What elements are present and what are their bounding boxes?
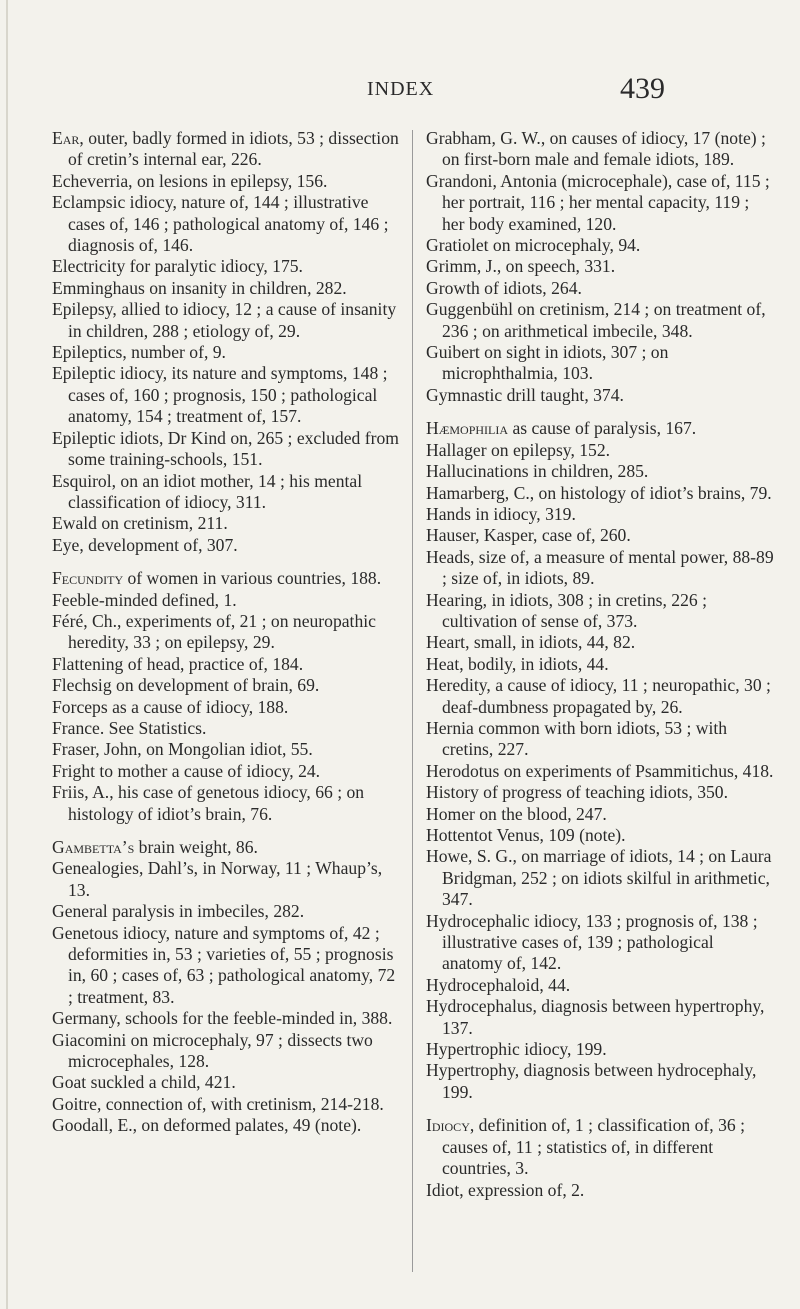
index-entry-text: Féré, Ch., experiments of, 21 ; on neuropathic heredity, 33 ; on epilepsy, 29. — [52, 610, 376, 653]
index-entry-text: of women in various countries, 188. — [123, 568, 382, 589]
index-entry-text: Hypertrophy, diagnosis between hydrocephaly, 199. — [426, 1060, 757, 1102]
index-entry — [426, 440, 774, 461]
index-entry — [426, 235, 774, 256]
index-entry — [426, 1115, 774, 1179]
index-entry-text: outer, badly formed in idiots, 53 ; dissection of cretin’s internal ear, 226. — [68, 128, 399, 170]
index-entry-text: Grandoni, Antonia (microcephale), case of, 115 ; her portrait, 116 ; her mental capacity, 119 ; her body examined, 120. — [426, 170, 770, 234]
index-entry-text: Flattening of head, practice of, 184. — [52, 653, 304, 674]
index-entry-text: Epilepsy, allied to idiocy, 12 ; a cause of insanity in children, 288 ; etiology of, 29. — [52, 299, 397, 341]
index-entry-text: brain weight, 86. — [134, 837, 258, 857]
index-entry — [52, 299, 400, 342]
index-entry — [426, 718, 774, 761]
index-entry-text: Epileptic idiots, Dr Kind on, 265 ; excluded from some training-schools, 151. — [52, 427, 399, 470]
index-entry — [52, 171, 400, 192]
index-entry-text: Genetous idiocy, nature and symptoms of, 42 ; deformities in, 53 ; varieties of, 55 ; prognosis in, 60 ; cases of, 63 ; pathological anatomy, 72 ; treatment, 83. — [52, 922, 396, 1007]
index-entry-text: Growth of idiots, 264. — [426, 277, 582, 298]
page-number: 439 — [620, 72, 665, 105]
index-entry-text: Emminghaus on insanity in children, 282. — [52, 277, 347, 298]
index-entry-text: History of progress of teaching idiots, 350. — [426, 782, 728, 803]
index-column-left — [52, 128, 400, 1137]
index-entry-text: Electricity for paralytic idiocy, 175. — [52, 256, 303, 277]
index-entry-text: Hallager on epilepsy, 152. — [426, 439, 611, 460]
index-entry — [426, 782, 774, 803]
index-entry-text: Fright to mother a cause of idiocy, 24. — [52, 760, 321, 781]
index-entry-text: Homer on the blood, 247. — [426, 803, 607, 824]
index-entry — [426, 525, 774, 546]
index-entry — [426, 547, 774, 590]
index-entry — [426, 171, 774, 235]
index-entry — [52, 128, 400, 171]
index-entry — [52, 428, 400, 471]
index-entry — [52, 513, 400, 534]
index-entry-text: Feeble-minded defined, 1. — [52, 589, 237, 610]
index-entry — [52, 675, 400, 696]
index-entry — [426, 385, 774, 406]
letter-section-lead: Gambetta’s — [52, 837, 135, 857]
index-entry — [52, 363, 400, 427]
index-entry — [426, 1180, 774, 1201]
index-entry — [426, 504, 774, 525]
index-entry — [426, 299, 774, 342]
index-entry-text: Echeverria, on lesions in epilepsy, 156. — [52, 170, 328, 191]
index-entry-text: Grabham, G. W., on causes of idiocy, 17 (note) ; on first-born male and female idiots, 189. — [426, 128, 766, 170]
index-entry — [426, 590, 774, 633]
page-header — [0, 72, 800, 118]
index-entry — [426, 996, 774, 1039]
index-entry — [426, 654, 774, 675]
index-entry — [426, 675, 774, 718]
running-title: INDEX — [367, 78, 435, 100]
index-entry-text: Hauser, Kasper, case of, 260. — [426, 525, 631, 546]
index-entry-text: Flechsig on development of brain, 69. — [52, 675, 320, 696]
index-entry — [52, 256, 400, 277]
index-entry-text: Ewald on cretinism, 211. — [52, 513, 228, 534]
index-entry-text: Goat suckled a child, 421. — [52, 1072, 236, 1093]
index-entry-text: Esquirol, on an idiot mother, 14 ; his mental classification of idiocy, 311. — [52, 470, 363, 512]
index-entry — [52, 611, 400, 654]
index-entry-text: Hernia common with born idiots, 53 ; with cretins, 227. — [426, 717, 728, 760]
index-entry — [426, 256, 774, 277]
index-entry — [52, 342, 400, 363]
index-entry — [426, 461, 774, 482]
index-entry-text: Hydrocephaloid, 44. — [426, 974, 571, 995]
index-entry — [52, 837, 400, 858]
index-entry — [52, 654, 400, 675]
index-entry — [426, 278, 774, 299]
index-entry — [52, 858, 400, 901]
index-entry-text: Forceps as a cause of idiocy, 188. — [52, 696, 289, 717]
index-entry — [426, 911, 774, 975]
index-entry — [52, 901, 400, 922]
column-divider — [412, 130, 413, 1272]
index-entry — [426, 825, 774, 846]
letter-section-lead: Hæmophilia — [426, 418, 509, 439]
index-entry-text: Friis, A., his case of genetous idiocy, 66 ; on histology of idiot’s brain, 76. — [52, 782, 365, 824]
page-edge-shadow — [6, 0, 8, 1309]
index-entry — [426, 632, 774, 653]
index-entry-text: Hallucinations in children, 285. — [426, 461, 649, 482]
index-entry-text: Heredity, a cause of idiocy, 11 ; neuropathic, 30 ; deaf-dumbness propagated by, 26. — [426, 675, 771, 717]
index-entry-text: Epileptic idiocy, its nature and symptoms, 148 ; cases of, 160 ; prognosis, 150 ; pathological anatomy, 154 ; treatment of, 157. — [52, 363, 388, 427]
index-entry-text: Guibert on sight in idiots, 307 ; on microphthalmia, 103. — [426, 342, 669, 384]
index-entry-text: Goitre, connection of, with cretinism, 214-218. — [52, 1093, 384, 1114]
index-entry — [52, 535, 400, 556]
index-entry-text: Epileptics, number of, 9. — [52, 342, 226, 363]
index-entry — [52, 590, 400, 611]
index-entry — [426, 846, 774, 910]
index-entry — [52, 278, 400, 299]
index-entry-text: Hands in idiocy, 319. — [426, 503, 576, 524]
index-entry-text: Eclampsic idiocy, nature of, 144 ; illustrative cases of, 146 ; pathological anatomy of, 146 ; diagnosis of, 146. — [52, 192, 389, 256]
index-column-right — [426, 128, 774, 1201]
index-entry-text: Giacomini on microcephaly, 97 ; dissects two microcephales, 128. — [52, 1029, 373, 1072]
index-entry-text: Heart, small, in idiots, 44, 82. — [426, 632, 636, 653]
index-entry-text: Gratiolet on microcephaly, 94. — [426, 235, 641, 256]
index-entry-text: Fraser, John, on Mongolian idiot, 55. — [52, 739, 313, 760]
index-entry-text: Guggenbühl on cretinism, 214 ; on treatment of, 236 ; on arithmetical imbecile, 348. — [426, 299, 766, 341]
index-entry-text: Goodall, E., on deformed palates, 49 (note). — [52, 1115, 362, 1136]
index-entry-text: Hearing, in idiots, 308 ; in cretins, 226 ; cultivation of sense of, 373. — [426, 589, 707, 631]
index-entry — [52, 1008, 400, 1029]
index-entry-text: Grimm, J., on speech, 331. — [426, 256, 616, 277]
index-entry-text: Germany, schools for the feeble-minded in, 388. — [52, 1008, 393, 1029]
index-entry — [52, 718, 400, 739]
index-entry-text: Hypertrophic idiocy, 199. — [426, 1039, 607, 1060]
index-entry-text: Idiot, expression of, 2. — [426, 1179, 585, 1200]
letter-section-lead: Idiocy, — [426, 1115, 475, 1136]
letter-section-lead: Ear, — [52, 128, 84, 148]
index-entry — [426, 418, 774, 439]
index-entry — [52, 1072, 400, 1093]
index-entry — [52, 1094, 400, 1115]
index-entry-text: Hydrocephalic idiocy, 133 ; prognosis of, 138 ; illustrative cases of, 139 ; pathological anatomy of, 142. — [426, 910, 758, 974]
letter-section-lead: Fecundity — [52, 568, 124, 589]
index-entry — [426, 1039, 774, 1060]
index-entry-text: Herodotus on experiments of Psammitichus, 418. — [426, 760, 774, 781]
index-entry-text: France. See Statistics. — [52, 717, 207, 738]
index-entry — [52, 192, 400, 256]
index-entry — [52, 697, 400, 718]
index-entry-text: as cause of paralysis, 167. — [508, 418, 697, 439]
index-entry — [426, 1060, 774, 1103]
index-entry — [426, 342, 774, 385]
index-entry — [52, 1030, 400, 1073]
index-entry — [52, 739, 400, 760]
index-entry — [426, 975, 774, 996]
index-entry — [52, 471, 400, 514]
index-entry — [426, 761, 774, 782]
index-entry — [52, 923, 400, 1009]
index-entry — [426, 804, 774, 825]
index-entry-text: General paralysis in imbeciles, 282. — [52, 901, 305, 922]
index-entry-text: Hydrocephalus, diagnosis between hypertrophy, 137. — [426, 996, 765, 1038]
index-entry — [52, 761, 400, 782]
index-entry — [52, 1115, 400, 1136]
index-entry-text: Eye, development of, 307. — [52, 534, 238, 555]
index-entry-text: Hamarberg, C., on histology of idiot’s brains, 79. — [426, 482, 772, 503]
index-entry-text: Hottentot Venus, 109 (note). — [426, 825, 626, 845]
index-entry-text: Genealogies, Dahl’s, in Norway, 11 ; Whaup’s, 13. — [52, 858, 383, 900]
index-entry-text: definition of, 1 ; classification of, 36 ; causes of, 11 ; statistics of, in different countries, 3. — [442, 1115, 745, 1179]
index-entry-text: Heat, bodily, in idiots, 44. — [426, 653, 609, 674]
index-entry — [426, 128, 774, 171]
index-entry — [52, 568, 400, 589]
index-entry — [426, 483, 774, 504]
index-entry-text: Gymnastic drill taught, 374. — [426, 384, 624, 405]
index-entry-text: Howe, S. G., on marriage of idiots, 14 ; on Laura Bridgman, 252 ; on idiots skilful in arithmetic, 347. — [426, 846, 772, 910]
index-entry-text: Heads, size of, a measure of mental power, 88-89 ; size of, in idiots, 89. — [426, 546, 774, 589]
index-entry — [52, 782, 400, 825]
